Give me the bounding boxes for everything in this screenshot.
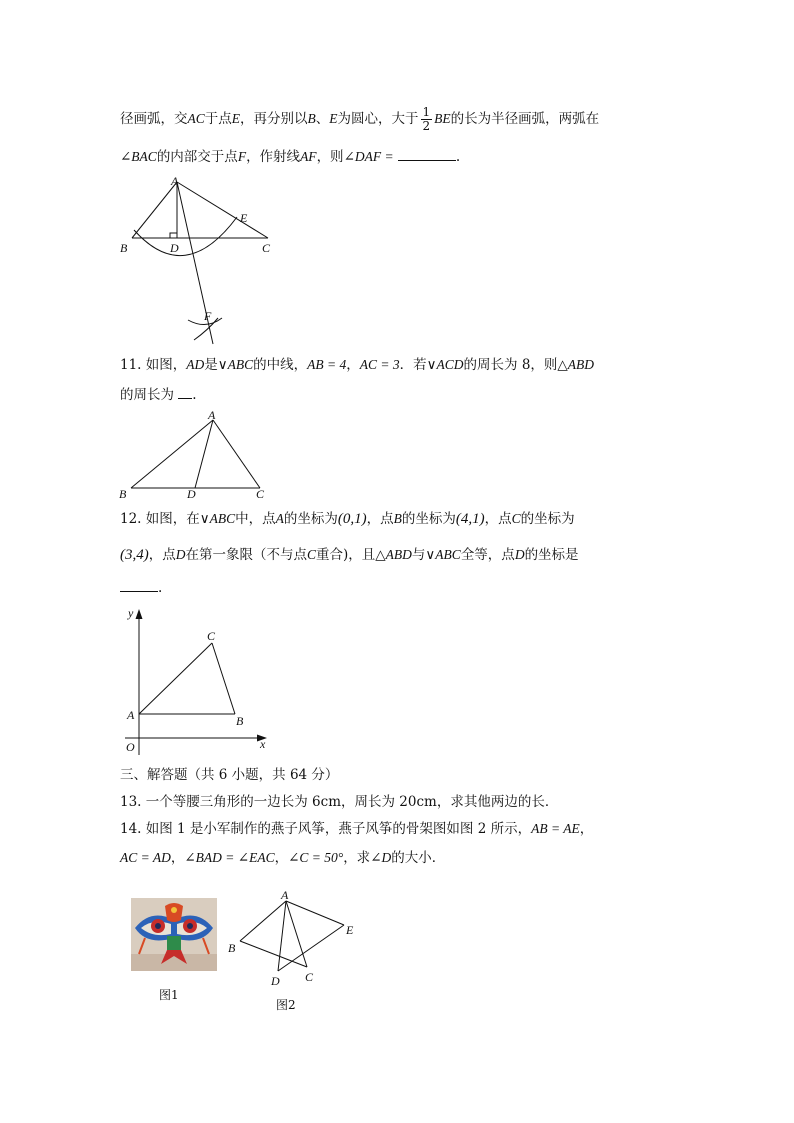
- text: ，再分别以: [240, 111, 308, 127]
- caption-fig2: 图2: [276, 998, 296, 1012]
- math-tri-ABD: △ABD: [375, 547, 412, 562]
- math-angle-DAF: ∠DAF =: [343, 149, 394, 164]
- label-A: A: [281, 888, 289, 902]
- text: 的坐标是: [524, 547, 579, 563]
- label-C: C: [262, 241, 271, 255]
- label-E: E: [240, 211, 248, 225]
- math-AD: AD: [186, 357, 205, 372]
- text: ，点: [484, 511, 512, 527]
- kite-photo: [131, 898, 217, 971]
- label-C: C: [305, 970, 314, 984]
- text: 、: [315, 111, 330, 127]
- label-D: D: [187, 487, 196, 501]
- math-D: D: [175, 547, 186, 562]
- text: 重合)，且: [316, 547, 376, 563]
- math-coord-B: (4,1): [455, 511, 485, 527]
- math-angle-eq: ∠BAD = ∠EAC: [184, 850, 275, 865]
- label-E: E: [346, 923, 354, 937]
- answer-blank: [398, 148, 456, 161]
- math-E: E: [231, 111, 241, 126]
- q13: 13. 一个等腰三角形的一边长为 6cm，周长为 20cm，求其他两边的长．: [120, 794, 559, 810]
- math-angle-BAC: ∠BAC: [120, 149, 157, 164]
- text: 12. 如图，在: [120, 511, 200, 527]
- caption-fig1: 图1: [159, 988, 179, 1002]
- label-A: A: [171, 174, 179, 188]
- label-C: C: [207, 629, 216, 643]
- q11-line-2: [120, 385, 197, 405]
- math-C: C: [307, 547, 317, 562]
- math-angle-D: ∠D: [370, 850, 392, 865]
- q10-line-1: [120, 106, 599, 133]
- text: .: [455, 149, 461, 165]
- math-AB-eq: AB = 4: [307, 357, 347, 372]
- math-B: B: [393, 511, 402, 526]
- label-F: F: [204, 309, 212, 323]
- text: ，求: [343, 850, 371, 866]
- q14-line-1: [120, 819, 593, 839]
- figure-q10: [110, 172, 280, 352]
- q12-line-3: [120, 578, 162, 598]
- math-tri-ABC: ∨ABC: [217, 357, 254, 372]
- label-x: x: [260, 737, 266, 751]
- text: .: [192, 387, 197, 403]
- math-angle-C: ∠C = 50°: [288, 850, 344, 865]
- frac-den: 2: [422, 119, 431, 133]
- text: ，则: [316, 149, 344, 165]
- label-O: O: [126, 740, 135, 754]
- label-D: D: [271, 974, 280, 988]
- text: ，: [346, 357, 360, 373]
- text: 的中线，: [253, 357, 308, 373]
- text: ，点: [366, 511, 394, 527]
- section-heading: 三、解答题（共 6 小题，共 64 分）: [120, 767, 339, 783]
- math-C: C: [511, 511, 521, 526]
- text: 的内部交于点: [156, 149, 238, 165]
- text: 径画弧，交: [120, 111, 188, 127]
- answer-blank: [120, 579, 158, 592]
- text: 14. 如图 1 是小军制作的燕子风筝，燕子风筝的骨架图如图 2 所示，: [120, 821, 532, 837]
- figure-q11: [115, 410, 275, 502]
- math-BE: BE: [434, 111, 451, 126]
- text: ，: [170, 850, 185, 866]
- text: 全等，点: [460, 547, 515, 563]
- fraction-half: [421, 106, 433, 133]
- answer-blank: [178, 386, 192, 399]
- text: 在第一象限（不与点: [185, 547, 307, 563]
- math-B: B: [307, 111, 316, 126]
- math-tri-ABC: ∨ABC: [199, 511, 236, 526]
- label-A: A: [208, 410, 216, 422]
- math-E: E: [329, 111, 338, 126]
- text: 的周长为 8，则: [463, 357, 558, 373]
- text: ，点: [148, 547, 176, 563]
- text: 的周长为: [120, 387, 174, 403]
- math-coord-C: (3,4): [120, 547, 149, 563]
- q11-line-1: [120, 355, 594, 375]
- q10-line-2: [120, 147, 460, 167]
- q12-line-2: [120, 545, 579, 565]
- math-AB-AE: AB = AE: [531, 821, 580, 836]
- text: 为圆心，大于: [337, 111, 419, 127]
- label-C: C: [256, 487, 265, 501]
- frac-num: 1: [422, 105, 431, 119]
- q12-line-1: [120, 509, 575, 529]
- math-AF: AF: [300, 149, 317, 164]
- text: 与: [411, 547, 426, 563]
- math-AC: AC: [187, 111, 205, 126]
- text: ，: [579, 821, 594, 837]
- label-B: B: [228, 941, 236, 955]
- text: 的坐标为: [520, 511, 575, 527]
- math-tri-ABC: ∨ABC: [425, 547, 461, 562]
- text: ，作射线: [246, 149, 301, 165]
- text: .: [158, 580, 163, 596]
- math-coord-A: (0,1): [337, 511, 367, 527]
- label-B: B: [120, 241, 128, 255]
- math-D: D: [514, 547, 525, 562]
- text: 11. 如图，: [120, 357, 187, 373]
- text: 的大小．: [391, 850, 446, 866]
- math-tri-ACD: ∨ACD: [426, 357, 464, 372]
- math-tri-ABD: △ABD: [557, 357, 595, 372]
- label-D: D: [170, 241, 179, 255]
- math-AC-AD: AC = AD: [120, 850, 171, 865]
- figure-q14: [222, 887, 357, 992]
- math-AC-eq: AC = 3: [359, 357, 400, 372]
- label-B: B: [236, 714, 244, 728]
- label-B: B: [119, 487, 127, 501]
- text: 是: [204, 357, 218, 373]
- label-A: A: [127, 708, 135, 722]
- q14-line-2: [120, 848, 445, 868]
- label-y: y: [128, 606, 134, 620]
- text: ，: [274, 850, 289, 866]
- text: 中，点: [235, 511, 276, 527]
- text: 的坐标为: [401, 511, 456, 527]
- text: 的坐标为: [283, 511, 338, 527]
- text: 的长为半径画弧，两弧在: [450, 111, 600, 127]
- text: 于点: [204, 111, 232, 127]
- math-A: A: [275, 511, 284, 526]
- figure-q12: [115, 605, 275, 755]
- math-F: F: [237, 149, 247, 164]
- text: ．若: [399, 357, 427, 373]
